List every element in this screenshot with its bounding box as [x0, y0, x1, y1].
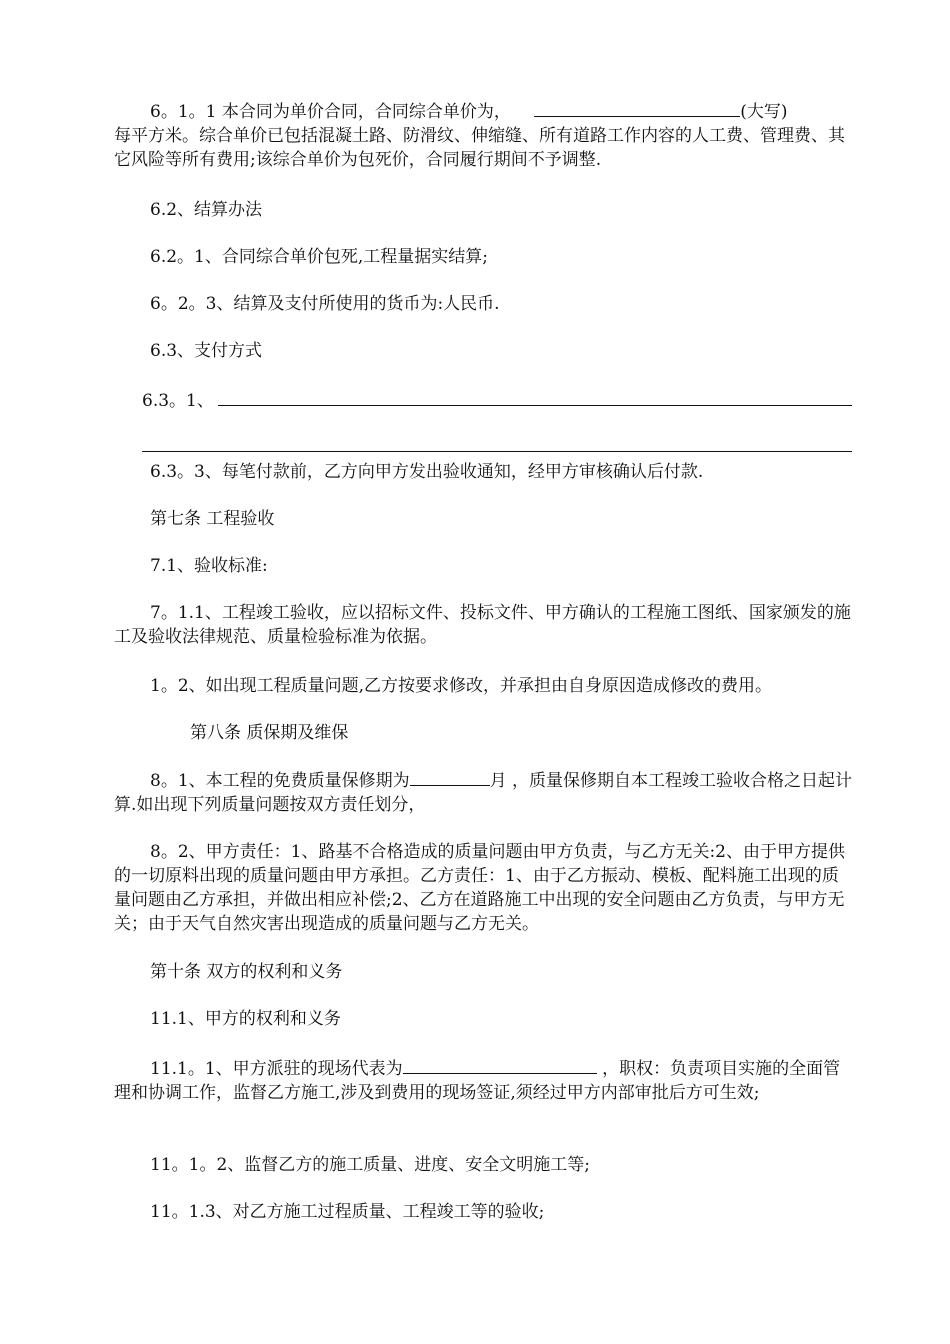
clause-6-2-3: 6。2。3、结算及支付所使用的货币为:人民币. — [150, 294, 500, 314]
article-7-heading: 第七条 工程验收 — [150, 509, 275, 529]
clause-6-1-1-text: 6。1。1 本合同为单价合同，合同综合单价为， — [150, 102, 511, 122]
clause-6-3-heading: 6.3、支付方式 — [150, 341, 263, 361]
clause-6-2-heading: 6.2、结算办法 — [150, 200, 263, 220]
payment-method-line-2[interactable] — [142, 451, 852, 452]
clause-8-1 — [114, 767, 854, 817]
article-10-heading: 第十条 双方的权利和义务 — [150, 962, 343, 982]
warranty-months-blank[interactable] — [410, 767, 490, 786]
clause-8-2: 8。2、甲方责任：1、路基不合格造成的质量问题由甲方负责，与乙方无关:2、由于甲方提供的一切原料出现的质量问题由甲方承担。乙方责任：1、由于乙方振动、模板、配料施工出现的质量问题由乙方承担，并做出相应补偿;2、乙方在道路施工中出现的安全问题由乙方负责，与甲方无关；由于天气自然灾害出现造成的质量问题与乙方无关。 — [114, 842, 845, 934]
clause-11-1-1-text: 11.1。1、甲方派驻的现场代表为 — [150, 1059, 403, 1079]
uppercase-note: (大写) — [740, 102, 788, 122]
clause-6-2-1: 6.2。1、合同综合单价包死,工程量据实结算; — [150, 247, 488, 267]
unit-price-blank[interactable] — [534, 98, 740, 117]
clause-6-3-1: 6.3。1、 — [142, 391, 214, 411]
clause-11-1-3: 11。1.3、对乙方施工过程质量、工程竣工等的验收; — [150, 1202, 545, 1222]
clause-8-1-text: 8。1、本工程的免费质量保修期为 — [150, 771, 410, 791]
article-8-heading: 第八条 质保期及维保 — [190, 723, 349, 743]
clause-11-1-1-continued: ，职权：负责项目实施的全面管理和协调工作，监督乙方施工,涉及到费用的现场签证,须经过甲方内部审批后方可生效; — [114, 1059, 841, 1103]
clause-11-1-heading: 11.1、甲方的权利和义务 — [150, 1009, 341, 1029]
clause-6-1-1 — [114, 98, 854, 172]
clause-11-1-1 — [114, 1055, 854, 1105]
site-representative-blank[interactable] — [403, 1055, 597, 1074]
clause-11-1-2: 11。1。2、监督乙方的施工质量、进度、安全文明施工等; — [150, 1155, 590, 1175]
clause-6-3-3: 6.3。3、每笔付款前，乙方向甲方发出验收通知，经甲方审核确认后付款. — [150, 462, 704, 482]
clause-8-1-continued: 月 ，质量保修期自本工程竣工验收合格之日起计算.如出现下列质量问题按双方责任划分， — [114, 771, 853, 815]
clause-1-2: 1。2、如出现工程质量问题,乙方按要求修改，并承担由自身原因造成修改的费用。 — [150, 676, 773, 696]
clause-6-1-1-continued: 每平方米。综合单价已包括混凝土路、防滑纹、伸缩缝、所有道路工作内容的人工费、管理费、其它风险等所有费用;该综合单价为包死价，合同履行期间不予调整. — [114, 126, 845, 170]
clause-7-1-1: 7。1.1、工程竣工验收，应以招标文件、投标文件、甲方确认的工程施工图纸、国家颁发的施工及验收法律规范、质量检验标准为依据。 — [114, 603, 851, 647]
payment-method-line-1[interactable] — [218, 405, 852, 406]
clause-7-1-heading: 7.1、验收标准: — [150, 556, 268, 576]
